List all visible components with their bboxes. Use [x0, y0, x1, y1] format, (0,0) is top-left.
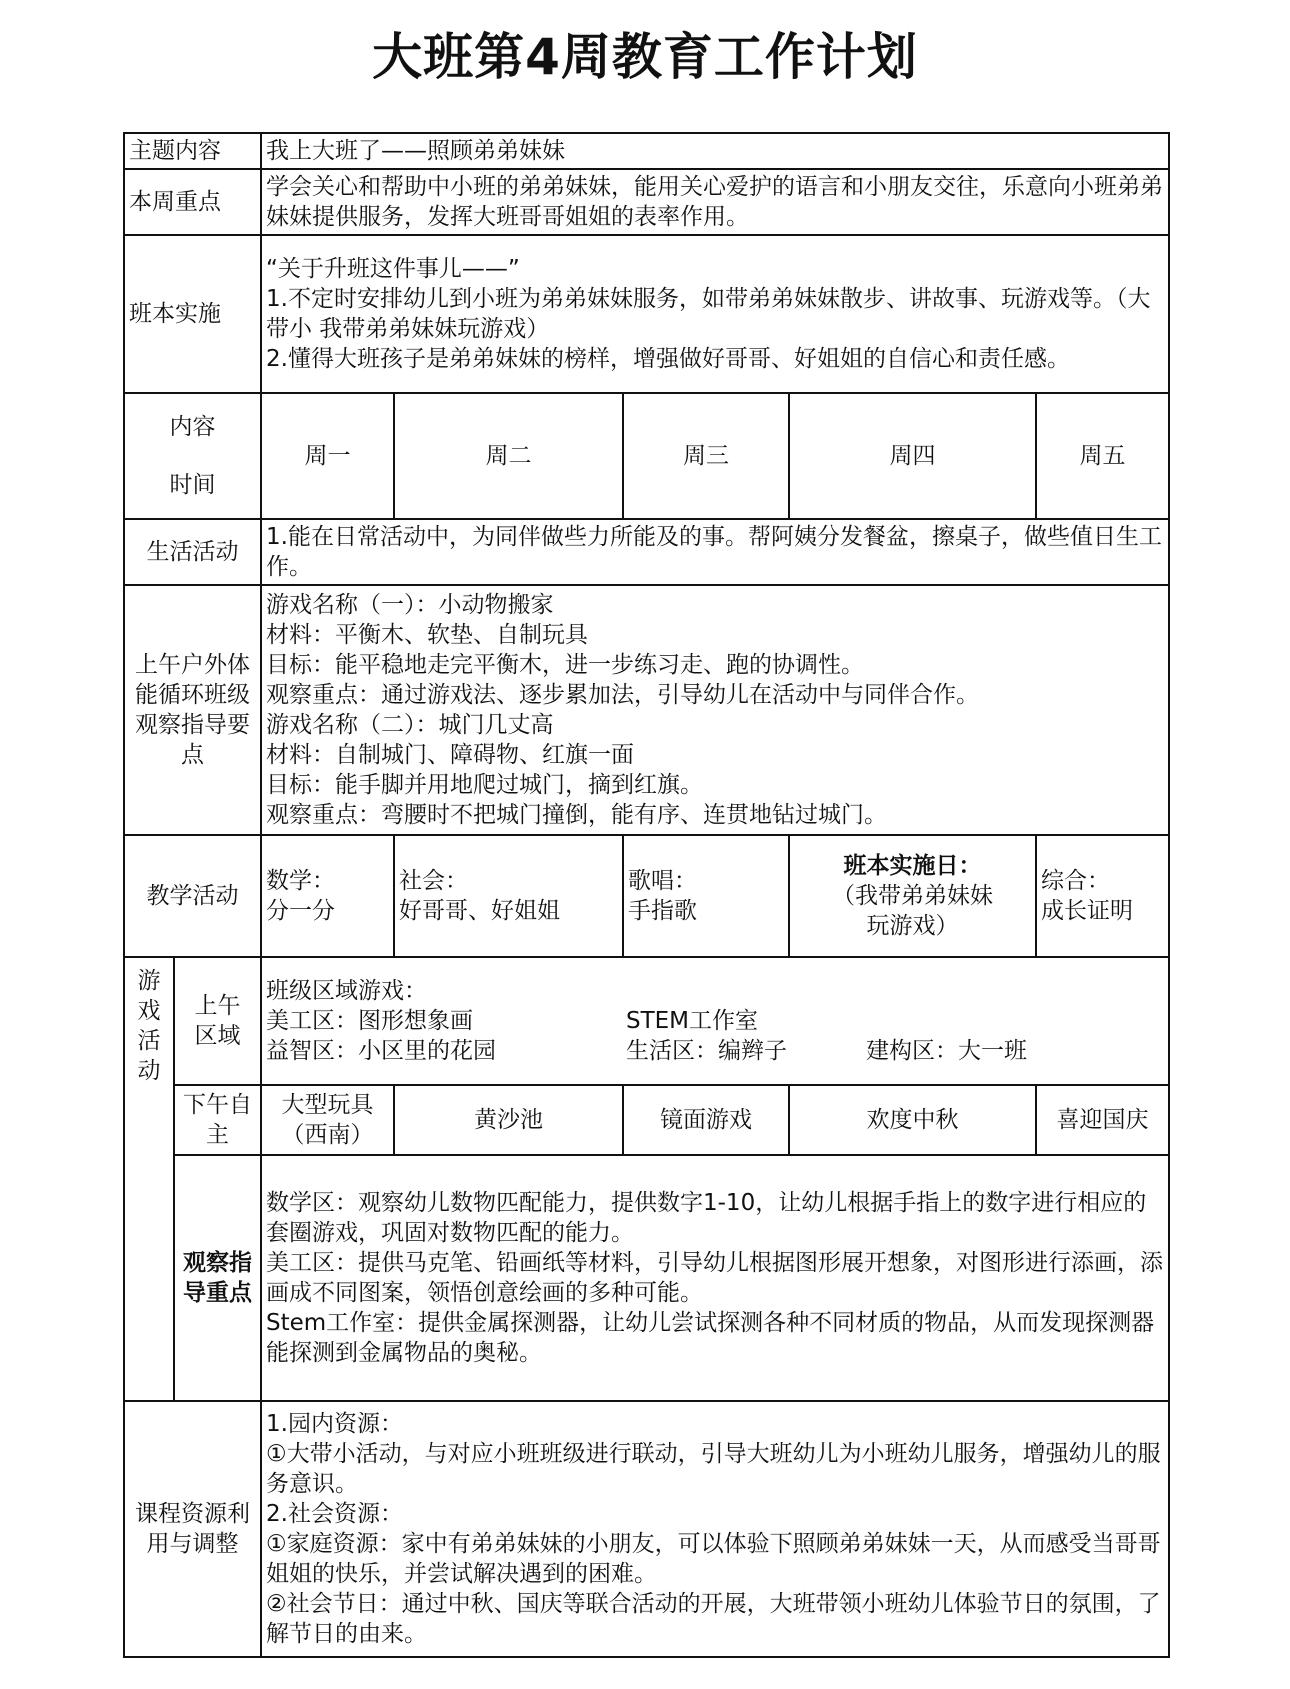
teaching-topic: 成长证明	[1041, 898, 1133, 924]
game-guide-line: 数学区：观察幼儿数物匹配能力，提供数字1-10，让幼儿根据手指上的数字进行相应的套圈游戏，巩固对数物匹配的能力。	[266, 1190, 1147, 1246]
page-title: 大班第4周教育工作计划	[372, 28, 918, 86]
teaching-topic: 手指歌	[628, 898, 697, 924]
time-label: 时间	[169, 472, 216, 498]
class-impl-label: 班本实施	[124, 235, 261, 393]
teaching-subject: 班本实施日：	[843, 853, 982, 879]
teaching-topic: 玩游戏）	[866, 913, 959, 939]
class-impl-line: 1.不定时安排幼儿到小班为弟弟妹妹服务，如带弟弟妹妹散步、讲故事、玩游戏等。（大带小 我带弟弟妹妹玩游戏）	[266, 286, 1151, 342]
game-label-cell	[124, 957, 174, 1401]
game-guide-line: 美工区：提供马克笔、铅画纸等材料，引导幼儿根据图形展开想象，对图形进行添画，添画成不同图案，领悟创意绘画的多种可能。	[266, 1250, 1163, 1306]
theme-value: 我上大班了——照顾弟弟妹妹	[261, 133, 1169, 169]
resources-value	[261, 1401, 1169, 1657]
class-impl-value	[261, 235, 1169, 393]
game-am-row	[124, 957, 1169, 1085]
game-pm-mon: 大型玩具（西南）	[261, 1085, 394, 1155]
teaching-label: 教学活动	[124, 835, 261, 957]
outdoor-line: 游戏名称（一）：小动物搬家	[266, 592, 554, 618]
game-pm-wed: 镜面游戏	[623, 1085, 789, 1155]
outdoor-line: 游戏名称（二）：城门几丈高	[266, 712, 554, 738]
weekly-plan-table	[123, 132, 1170, 1658]
day-mon: 周一	[261, 393, 394, 519]
teaching-row	[124, 835, 1169, 957]
game-am-stem: STEM工作室	[626, 1008, 759, 1034]
game-pm-thu: 欢度中秋	[789, 1085, 1036, 1155]
game-guide-line: Stem工作室：提供金属探测器，让幼儿尝试探测各种不同材质的物品，从而发现探测器能探测到金属物品的奥秘。	[266, 1310, 1155, 1366]
outdoor-line: 材料：自制城门、障碍物、红旗一面	[266, 742, 634, 768]
game-am-life: 生活区：编辫子	[626, 1038, 787, 1064]
outdoor-label: 上午户外体能循环班级观察指导要点	[124, 585, 261, 835]
game-am-art: 美工区：图形想象画	[266, 1008, 473, 1034]
focus-label: 本周重点	[124, 169, 261, 235]
life-value: 1.能在日常活动中，为同伴做些力所能及的事。帮阿姨分发餐盆，擦桌子，做些值日生工作。	[261, 519, 1169, 585]
game-pm-label: 下午自主	[174, 1085, 261, 1155]
resources-row	[124, 1401, 1169, 1657]
teaching-subject: 数学：	[266, 868, 335, 894]
game-pm-tue: 黄沙池	[394, 1085, 623, 1155]
game-am-build: 建构区：大一班	[866, 1038, 1027, 1064]
life-label: 生活活动	[124, 519, 261, 585]
teaching-subject: 综合：	[1041, 868, 1110, 894]
life-row	[124, 519, 1169, 585]
resources-line: 2.社会资源：	[266, 1501, 403, 1527]
resources-line: ①家庭资源：家中有弟弟妹妹的小朋友，可以体验下照顾弟弟妹妹一天，从而感受当哥哥姐姐的快乐，并尝试解决遇到的困难。	[266, 1531, 1161, 1587]
day-wed: 周三	[623, 393, 789, 519]
day-header-row	[124, 393, 1169, 519]
outdoor-line: 观察重点：弯腰时不把城门撞倒，能有序、连贯地钻过城门。	[266, 802, 887, 828]
game-pm-row	[124, 1085, 1169, 1155]
teaching-topic: 好哥哥、好姐姐	[399, 898, 560, 924]
outdoor-line: 材料：平衡木、软垫、自制玩具	[266, 622, 588, 648]
resources-label: 课程资源利用与调整	[124, 1401, 261, 1657]
day-tue: 周二	[394, 393, 623, 519]
outdoor-value	[261, 585, 1169, 835]
class-impl-line: “关于升班这件事儿——”	[266, 256, 520, 282]
outdoor-line: 观察重点：通过游戏法、逐步累加法，引导幼儿在活动中与同伴合作。	[266, 682, 979, 708]
teaching-tue	[394, 835, 623, 957]
class-impl-row	[124, 235, 1169, 393]
teaching-thu	[789, 835, 1036, 957]
game-am-row2	[266, 1036, 1164, 1066]
game-guide-label: 观察指导重点	[174, 1155, 261, 1401]
teaching-mon	[261, 835, 394, 957]
teaching-topic: 分一分	[266, 898, 335, 924]
game-am-value	[261, 957, 1169, 1085]
game-am-puzzle: 益智区：小区里的花园	[266, 1038, 496, 1064]
day-thu: 周四	[789, 393, 1036, 519]
outdoor-line: 目标：能平稳地走完平衡木，进一步练习走、跑的协调性。	[266, 652, 864, 678]
teaching-wed	[623, 835, 789, 957]
game-am-label: 上午区域	[174, 957, 261, 1085]
focus-row	[124, 169, 1169, 235]
teaching-topic: （我带弟弟妹妹	[832, 883, 993, 909]
theme-row	[124, 133, 1169, 169]
game-am-title: 班级区域游戏：	[266, 978, 427, 1004]
resources-line: ①大带小活动，与对应小班班级进行联动，引导大班幼儿为小班幼儿服务，增强幼儿的服务意识。	[266, 1441, 1161, 1497]
day-fri: 周五	[1036, 393, 1169, 519]
focus-value: 学会关心和帮助中小班的弟弟妹妹，能用关心爱护的语言和小朋友交往，乐意向小班弟弟妹妹提供服务，发挥大班哥哥姐姐的表率作用。	[261, 169, 1169, 235]
content-label: 内容	[169, 414, 216, 440]
content-time-header	[124, 393, 261, 519]
game-label: 游戏活动	[137, 968, 161, 1084]
game-guide-row	[124, 1155, 1169, 1401]
teaching-subject: 社会：	[399, 868, 468, 894]
outdoor-line: 目标：能手脚并用地爬过城门，摘到红旗。	[266, 772, 703, 798]
teaching-fri	[1036, 835, 1169, 957]
teaching-subject: 歌唱：	[628, 868, 697, 894]
game-am-row1	[266, 1006, 1164, 1036]
resources-line: 1.园内资源：	[266, 1411, 403, 1437]
outdoor-row	[124, 585, 1169, 835]
resources-line: ②社会节日：通过中秋、国庆等联合活动的开展，大班带领小班幼儿体验节日的氛围，了解节日的由来。	[266, 1591, 1161, 1647]
class-impl-line: 2.懂得大班孩子是弟弟妹妹的榜样，增强做好哥哥、好姐姐的自信心和责任感。	[266, 346, 1070, 372]
theme-label: 主题内容	[124, 133, 261, 169]
game-guide-value	[261, 1155, 1169, 1401]
game-pm-fri: 喜迎国庆	[1036, 1085, 1169, 1155]
